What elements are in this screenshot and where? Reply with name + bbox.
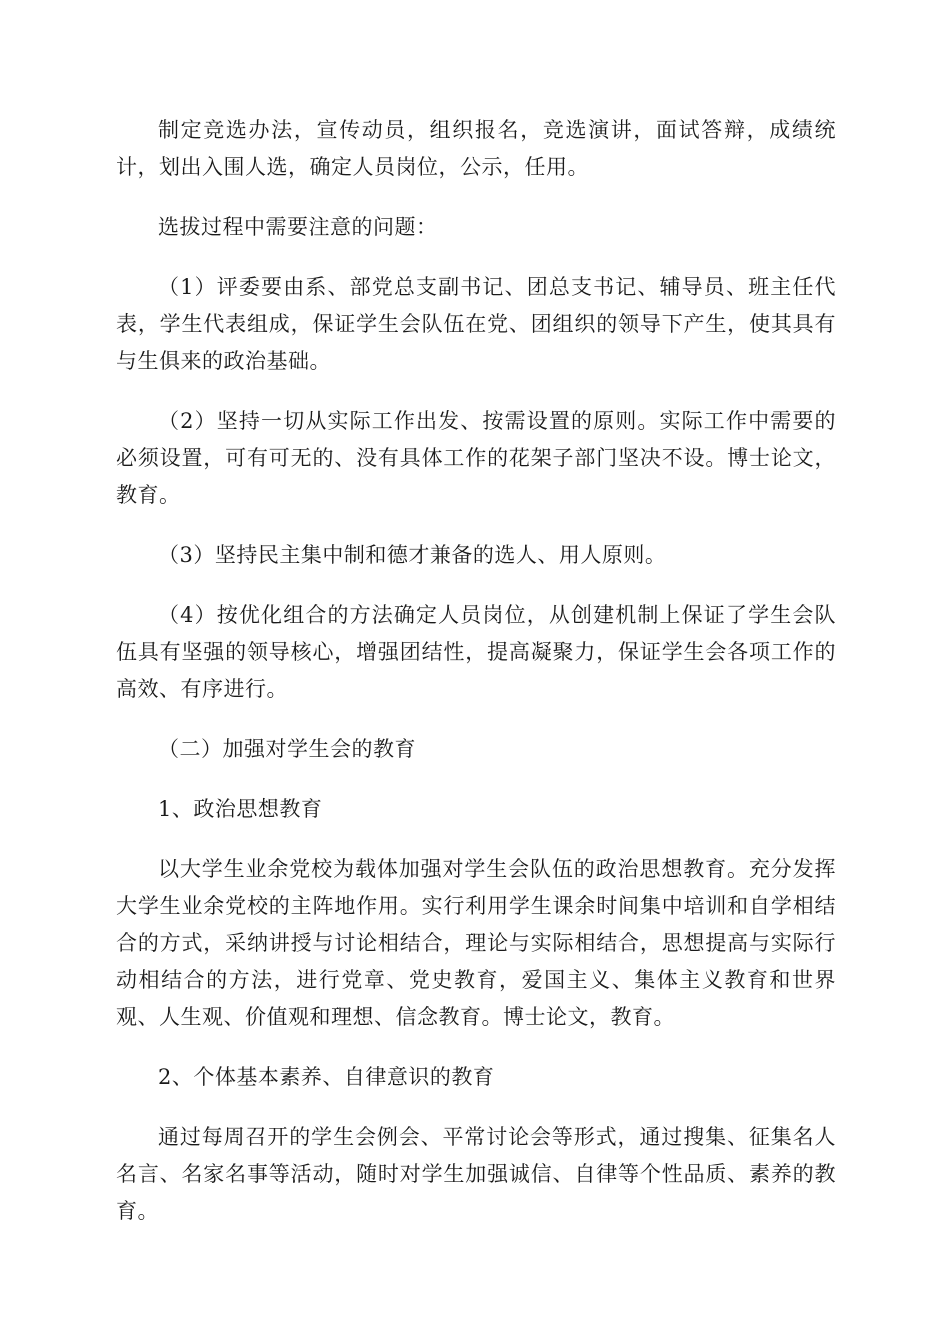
paragraph-political-education: 以大学生业余党校为载体加强对学生会队伍的政治思想教育。充分发挥大学生业余党校的主阵地作用。实行利用学生课余时间集中培训和自学相结合的方式，采纳讲授与讨论相结合，理论与实际相结合，思想提高与实际行动相结合的方法，进行党章、党史教育，爱国主义、集体主义教育和世界观、人生观、价值观和理想、信念教育。博士论文，教育。: [116, 857, 836, 1029]
paragraph-election-procedure: 制定竞选办法，宣传动员，组织报名，竞选演讲，面试答辩，成绩统计，划出入围人选，确定人员岗位，公示，任用。: [116, 118, 836, 179]
paragraph-selection-notes-heading: 选拔过程中需要注意的问题：: [158, 215, 438, 239]
paragraph-item-4: （4）按优化组合的方法确定人员岗位，从创建机制上保证了学生会队伍具有坚强的领导核心，增强团结性，提高凝聚力，保证学生会各项工作的高效、有序进行。: [116, 603, 836, 701]
document-page: [116, 112, 836, 1253]
paragraph-item-1: （1）评委要由系、部党总支副书记、团总支书记、辅导员、班主任代表，学生代表组成，保证学生会队伍在党、团组织的领导下产生，使其具有与生俱来的政治基础。: [116, 275, 836, 373]
paragraph-item-2: （2）坚持一切从实际工作出发、按需设置的原则。实际工作中需要的必须设置，可有可无的、没有具体工作的花架子部门坚决不设。博士论文，教育。: [116, 409, 836, 507]
subheading-self-discipline-education: 2、个体基本素养、自律意识的教育: [158, 1065, 495, 1089]
subheading-political-education: 1、政治思想教育: [158, 797, 323, 821]
section-heading-education: （二）加强对学生会的教育: [158, 737, 416, 761]
paragraph-item-3: （3）坚持民主集中制和德才兼备的选人、用人原则。: [158, 543, 667, 567]
paragraph-self-discipline-education: 通过每周召开的学生会例会、平常讨论会等形式，通过搜集、征集名人名言、名家名事等活动，随时对学生加强诚信、自律等个性品质、素养的教育。: [116, 1125, 836, 1223]
